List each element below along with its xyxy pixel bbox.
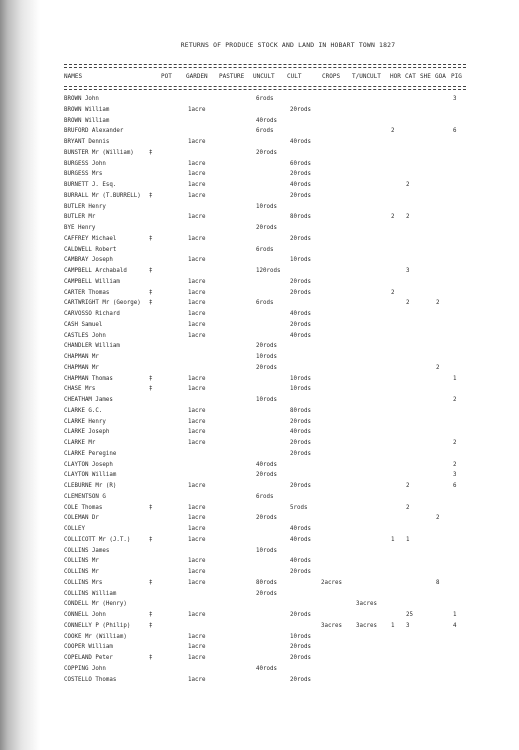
cell-uncult: 20rods: [256, 472, 277, 479]
cell-name: BROWN John: [64, 96, 99, 102]
table-row: [0, 676, 519, 686]
cell-garden: 1acre: [188, 655, 206, 661]
table-row: [0, 321, 519, 331]
cell-cult: 20rods: [290, 612, 311, 618]
cell-pig: 1: [453, 612, 457, 618]
cell-uncult: 6rods: [256, 96, 274, 102]
table-row: [0, 127, 519, 137]
table-row: [0, 622, 519, 632]
cell-cult: 5rods: [290, 504, 308, 511]
cell-garden: 1acre: [188, 407, 206, 414]
cell-name: CHAPMAN Mr: [64, 354, 99, 360]
table-row: [0, 203, 519, 213]
cell-pig: 3: [453, 96, 457, 102]
cell-cult: 20rods: [290, 644, 311, 651]
header-rule-bottom-double: [64, 89, 466, 90]
cell-uncult: 20rods: [256, 149, 277, 156]
cell-name: CLARKE Mr: [64, 440, 96, 446]
cell-cat: 1: [406, 536, 410, 543]
cell-uncult: 80rods: [256, 579, 277, 586]
cell-mark: ‡: [149, 289, 153, 296]
cell-cult: 20rods: [290, 192, 311, 199]
cell-garden: 1acre: [188, 289, 206, 296]
cell-pig: 6: [453, 483, 457, 489]
cell-uncult: 6rods: [256, 246, 274, 253]
cell-mark: ‡: [149, 536, 153, 543]
cell-name: BUNSTER Mr (William): [64, 149, 134, 156]
table-row: [0, 525, 519, 535]
table-row: [0, 439, 519, 449]
table-row: [0, 579, 519, 589]
cell-cat: 3: [406, 268, 410, 274]
cell-garden: 1acre: [188, 515, 206, 522]
cell-garden: 1acre: [188, 321, 206, 328]
cell-name: CAMPBELL William: [64, 278, 120, 285]
cell-mark: ‡: [149, 268, 153, 274]
cell-name: CLAYTON William: [64, 472, 117, 479]
table-row: [0, 654, 519, 664]
cell-mark: ‡: [149, 235, 153, 242]
cell-tuncult: 3acres: [356, 601, 377, 608]
cell-name: CHEATHAM James: [64, 397, 113, 403]
cell-pig: 6: [453, 128, 457, 135]
table-row: [0, 461, 519, 471]
table-row: [0, 213, 519, 223]
cell-pig: 1: [453, 375, 457, 382]
cell-cult: 40rods: [290, 182, 311, 188]
cell-name: BURNETT J. Esq.: [64, 182, 117, 188]
cell-name: CHAPMAN Thomas: [64, 375, 113, 382]
table-row: [0, 353, 519, 363]
cell-garden: 1acre: [188, 386, 206, 393]
column-header-goa: GOA: [435, 73, 446, 80]
cell-garden: 1acre: [188, 612, 206, 618]
cell-goa: 2: [436, 364, 440, 371]
cell-garden: 1acre: [188, 418, 206, 425]
cell-cult: 20rods: [290, 418, 311, 425]
table-row: [0, 246, 519, 256]
cell-garden: 1acre: [188, 644, 206, 651]
cell-garden: 1acre: [188, 235, 206, 242]
table-row: [0, 95, 519, 105]
cell-name: COLLINS Mr: [64, 569, 99, 575]
cell-name: COOPER William: [64, 644, 113, 651]
table-row: [0, 482, 519, 492]
cell-name: CLARKE Henry: [64, 418, 106, 425]
table-row: [0, 160, 519, 170]
cell-cult: 40rods: [290, 311, 311, 317]
cell-crops: 2acres: [321, 579, 342, 586]
table-row: [0, 267, 519, 277]
cell-mark: ‡: [149, 300, 153, 307]
cell-mark: ‡: [149, 655, 153, 661]
cell-name: COLLINS James: [64, 547, 110, 554]
cell-uncult: 40rods: [256, 117, 277, 124]
cell-name: BROWN William: [64, 117, 110, 124]
cell-garden: 1acre: [188, 633, 206, 640]
cell-mark: ‡: [149, 375, 153, 382]
cell-name: CONNELLY P (Philip): [64, 622, 131, 629]
table-row: [0, 106, 519, 116]
table-row: [0, 493, 519, 503]
cell-garden: 1acre: [188, 171, 206, 178]
cell-name: CONDELL Mr (Henry): [64, 601, 127, 608]
cell-name: COLLEY: [64, 526, 85, 532]
cell-cult: 10rods: [290, 375, 311, 382]
cell-name: CARVOSSO Richard: [64, 311, 120, 317]
cell-goa: 2: [436, 515, 440, 522]
cell-cat: 2: [406, 214, 410, 221]
table-row: [0, 375, 519, 385]
cell-garden: 1acre: [188, 558, 206, 565]
cell-mark: ‡: [149, 612, 153, 618]
cell-pig: 2: [453, 397, 457, 403]
cell-name: CAMPBELL Archabald: [64, 268, 127, 274]
cell-cult: 40rods: [290, 332, 311, 339]
cell-cult: 40rods: [290, 526, 311, 532]
cell-cat: 2: [406, 483, 410, 489]
table-row: [0, 192, 519, 202]
cell-garden: 1acre: [188, 483, 206, 489]
cell-cat: 2: [406, 182, 410, 188]
cell-tuncult: 3acres: [356, 622, 377, 629]
cell-uncult: 20rods: [256, 225, 277, 231]
cell-uncult: 20rods: [256, 343, 277, 350]
cell-pig: 2: [453, 440, 457, 446]
cell-cult: 20rods: [290, 450, 311, 457]
table-row: [0, 332, 519, 342]
cell-cult: 20rods: [290, 106, 311, 113]
cell-garden: 1acre: [188, 106, 206, 113]
cell-hor: 2: [391, 214, 395, 221]
cell-garden: 1acre: [188, 278, 206, 285]
column-header-hor: HOR: [390, 73, 401, 80]
cell-name: CARTWRIGHT Mr (George): [64, 300, 141, 307]
cell-cult: 40rods: [290, 558, 311, 565]
cell-cat: 3: [406, 622, 410, 629]
cell-cult: 10rods: [290, 633, 311, 640]
cell-mark: ‡: [149, 622, 153, 629]
cell-garden: 1acre: [188, 429, 206, 436]
table-row: [0, 514, 519, 524]
cell-garden: 1acre: [188, 214, 206, 221]
cell-name: BURGESS John: [64, 160, 106, 167]
table-row: [0, 170, 519, 180]
table-row: [0, 364, 519, 374]
cell-goa: 8: [436, 579, 440, 586]
cell-name: BUTLER Mr: [64, 214, 96, 221]
table-row: [0, 278, 519, 288]
cell-cult: 40rods: [290, 536, 311, 543]
table-row: [0, 310, 519, 320]
cell-cat: 25: [406, 612, 413, 618]
cell-name: BYE Henry: [64, 225, 96, 231]
cell-garden: 1acre: [188, 569, 206, 575]
header-rule-top: [64, 64, 466, 65]
cell-cult: 20rods: [290, 483, 311, 489]
cell-name: COLLINS Mr: [64, 558, 99, 565]
cell-uncult: 20rods: [256, 364, 277, 371]
cell-cult: 20rods: [290, 235, 311, 242]
cell-name: COLLICOTT Mr (J.T.): [64, 536, 131, 543]
cell-garden: 1acre: [188, 440, 206, 446]
cell-uncult: 40rods: [256, 665, 277, 672]
column-header-pasture: PASTURE: [219, 73, 245, 80]
table-row: [0, 299, 519, 309]
table-row: [0, 643, 519, 653]
cell-cult: 20rods: [290, 171, 311, 178]
table-row: [0, 418, 519, 428]
cell-crops: 3acres: [321, 622, 342, 629]
column-header-cat: CAT: [405, 73, 416, 80]
table-row: [0, 547, 519, 557]
cell-name: COOKE Mr (William): [64, 633, 127, 640]
table-row: [0, 590, 519, 600]
cell-name: CAFFREY Michael: [64, 235, 117, 242]
cell-mark: ‡: [149, 149, 153, 156]
cell-hor: 2: [391, 289, 395, 296]
cell-cult: 20rods: [290, 569, 311, 575]
column-header-pig: PIG: [451, 73, 462, 80]
table-row: [0, 149, 519, 159]
table-row: [0, 600, 519, 610]
cell-name: COPPING John: [64, 665, 106, 672]
cell-cult: 40rods: [290, 429, 311, 436]
cell-uncult: 10rods: [256, 354, 277, 360]
header-rule-bottom: [64, 86, 466, 87]
cell-name: COLLINS William: [64, 590, 117, 597]
cell-name: CLARKE Joseph: [64, 429, 110, 436]
cell-uncult: 40rods: [256, 461, 277, 468]
cell-mark: ‡: [149, 504, 153, 511]
cell-goa: 2: [436, 300, 440, 307]
cell-uncult: 6rods: [256, 128, 274, 135]
table-row: [0, 342, 519, 352]
cell-uncult: 20rods: [256, 515, 277, 522]
column-header-uncult: UNCULT: [253, 73, 275, 80]
cell-cult: 20rods: [290, 278, 311, 285]
table-row: [0, 536, 519, 546]
cell-name: CLEBURNE Mr (R): [64, 483, 117, 489]
table-row: [0, 471, 519, 481]
cell-garden: 1acre: [188, 332, 206, 339]
cell-cult: 20rods: [290, 676, 311, 683]
cell-cult: 60rods: [290, 160, 311, 167]
table-row: [0, 396, 519, 406]
cell-garden: 1acre: [188, 300, 206, 307]
table-row: [0, 633, 519, 643]
cell-garden: 1acre: [188, 504, 206, 511]
cell-uncult: 10rods: [256, 547, 277, 554]
cell-name: BRYANT Dennis: [64, 139, 110, 145]
cell-hor: 2: [391, 128, 395, 135]
cell-name: COLE Thomas: [64, 504, 103, 511]
cell-name: BROWN William: [64, 106, 110, 113]
cell-garden: 1acre: [188, 139, 206, 145]
cell-garden: 1acre: [188, 182, 206, 188]
cell-uncult: 120rods: [256, 268, 281, 274]
table-row: [0, 504, 519, 514]
table-row: [0, 557, 519, 567]
cell-uncult: 10rods: [256, 203, 277, 210]
table-row: [0, 235, 519, 245]
cell-pig: 3: [453, 472, 457, 479]
cell-garden: 1acre: [188, 579, 206, 586]
table-row: [0, 256, 519, 266]
cell-cult: 10rods: [290, 386, 311, 393]
column-header-crops: CROPS: [322, 73, 341, 80]
cell-name: BURGESS Mrs: [64, 171, 103, 178]
cell-garden: 1acre: [188, 375, 206, 382]
cell-name: CHASE Mrs: [64, 386, 96, 393]
cell-cult: 20rods: [290, 289, 311, 296]
table-row: [0, 428, 519, 438]
cell-cult: 80rods: [290, 407, 311, 414]
table-row: [0, 568, 519, 578]
cell-uncult: 6rods: [256, 300, 274, 307]
cell-pig: 4: [453, 622, 457, 629]
page-title: RETURNS OF PRODUCE STOCK AND LAND IN HOBART TOWN 1827: [180, 41, 396, 49]
cell-name: CLAYTON Joseph: [64, 461, 113, 468]
cell-name: CASTLES John: [64, 332, 106, 339]
cell-name: BURRALL Mr (T.BURRELL): [64, 192, 141, 199]
cell-mark: ‡: [149, 579, 153, 586]
table-row: [0, 450, 519, 460]
cell-garden: 1acre: [188, 676, 206, 683]
cell-cult: 20rods: [290, 440, 311, 446]
cell-mark: ‡: [149, 386, 153, 393]
cell-name: CHANDLER William: [64, 343, 120, 350]
cell-name: CLARKE Peregine: [64, 450, 117, 457]
cell-cult: 80rods: [290, 214, 311, 221]
cell-hor: 1: [391, 622, 395, 629]
table-row: [0, 181, 519, 191]
table-row: [0, 385, 519, 395]
cell-cult: 20rods: [290, 655, 311, 661]
cell-name: CONNELL John: [64, 612, 106, 618]
cell-name: BUTLER Henry: [64, 203, 106, 210]
table-row: [0, 407, 519, 417]
cell-mark: ‡: [149, 192, 153, 199]
table-row: [0, 611, 519, 621]
column-header-pot: POT: [161, 73, 172, 80]
cell-name: COPELAND Peter: [64, 655, 113, 661]
cell-cult: 10rods: [290, 257, 311, 264]
cell-hor: 1: [391, 536, 395, 543]
header-rule-top-double: [64, 67, 466, 68]
cell-garden: 1acre: [188, 526, 206, 532]
cell-cat: 2: [406, 300, 410, 307]
cell-name: CASH Samuel: [64, 321, 103, 328]
cell-garden: 1acre: [188, 536, 206, 543]
cell-garden: 1acre: [188, 257, 206, 264]
table-row: [0, 117, 519, 127]
table-row: [0, 289, 519, 299]
cell-pig: 2: [453, 461, 457, 468]
column-header-she: SHE: [420, 73, 431, 80]
cell-garden: 1acre: [188, 192, 206, 199]
cell-cat: 2: [406, 504, 410, 511]
cell-garden: 1acre: [188, 311, 206, 317]
cell-uncult: 10rods: [256, 397, 277, 403]
cell-name: CARTER Thomas: [64, 289, 110, 296]
table-row: [0, 665, 519, 675]
cell-cult: 40rods: [290, 139, 311, 145]
cell-cult: 20rods: [290, 321, 311, 328]
cell-name: CLARKE G.C.: [64, 407, 103, 414]
column-header-garden: GARDEN: [186, 73, 208, 80]
cell-uncult: 20rods: [256, 590, 277, 597]
column-header-names: NAMES: [64, 73, 83, 80]
cell-name: COLLINS Mrs: [64, 579, 103, 586]
cell-name: CALDWELL Robert: [64, 246, 117, 253]
table-row: [0, 138, 519, 148]
table-row: [0, 224, 519, 234]
cell-name: COSTELLO Thomas: [64, 676, 117, 683]
cell-name: CAMBRAY Joseph: [64, 257, 113, 264]
column-header-tuncult: T/UNCULT: [352, 73, 381, 80]
column-header-cult: CULT: [287, 73, 302, 80]
cell-name: CHAPMAN Mr: [64, 364, 99, 371]
cell-garden: 1acre: [188, 160, 206, 167]
cell-name: COLEMAN Dr: [64, 515, 99, 522]
cell-uncult: 6rods: [256, 493, 274, 500]
cell-name: BRUFORD Alexander: [64, 128, 124, 135]
cell-name: CLEMENTSON G: [64, 493, 106, 500]
